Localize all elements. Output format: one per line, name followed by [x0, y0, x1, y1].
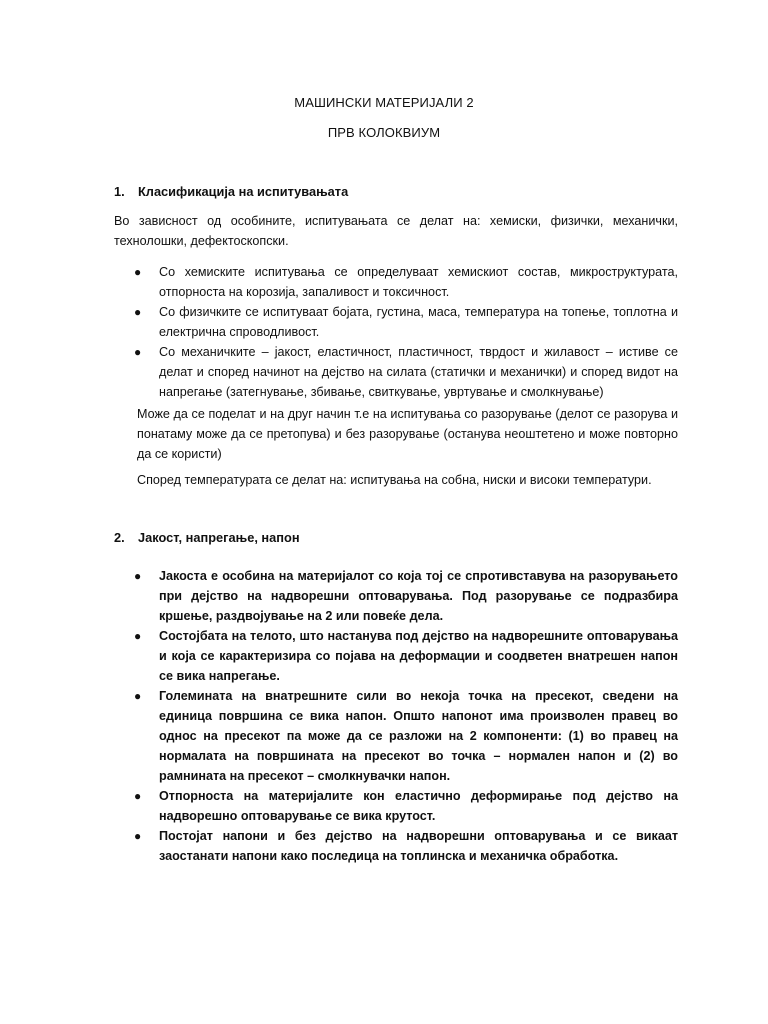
- bullet-icon: ●: [134, 629, 142, 643]
- list-item: [134, 342, 678, 402]
- section-2-number: 2.: [114, 530, 125, 545]
- bullet-icon: ●: [134, 569, 142, 583]
- document-title: МАШИНСКИ МАТЕРИЈАЛИ 2: [294, 95, 474, 110]
- list-item: [134, 566, 678, 626]
- bullet-icon: ●: [134, 829, 142, 843]
- bullet-icon: ●: [134, 345, 142, 359]
- section-1-title: Класификација на испитувањата: [138, 184, 349, 199]
- bullet-icon: ●: [134, 305, 142, 319]
- section-1-number: 1.: [114, 184, 125, 199]
- section-2-title: Јакост, напрегање, напон: [138, 530, 300, 545]
- list-item-text: Јакоста е особина на материјалот со која тој се спротивставува на разорувањето при дејство на надворешни оптоварувања. Под разорување се подразбира кршење, раздвојување на 2 или повеќе дела.: [159, 569, 678, 623]
- document-subtitle: ПРВ КОЛОКВИУМ: [327, 125, 441, 140]
- list-item-text: Со механичките – јакост, еластичност, пластичност, тврдост и жилавост – истиве се делат и според начинот на дејство на силата (статички и механички) и според видот на напрегање (затегнување, збивање, свиткување, увртување и смолкнување): [159, 345, 678, 399]
- list-item: [134, 626, 678, 686]
- bullet-icon: ●: [134, 689, 142, 703]
- list-item: [134, 686, 678, 786]
- section-2-heading: [114, 530, 300, 545]
- list-item: [134, 302, 678, 342]
- bullet-icon: ●: [134, 265, 142, 279]
- section-1-intro: Во зависност од особините, испитувањата се делат на: хемиски, физички, механички, технолошки, дефектоскопски.: [114, 214, 678, 248]
- list-item-text: Состојбата на телото, што настанува под дејство на надворешните оптоварувања и која се карактеризира со појава на деформации и соодветен внатрешен напон се вика напрегање.: [159, 629, 678, 683]
- section-1-heading: [114, 184, 348, 199]
- list-item: [134, 786, 678, 826]
- section-1-paragraph-3: Според температурата се делат на: испитувања на собна, ниски и високи температури.: [137, 473, 652, 487]
- list-item-text: Големината на внатрешните сили во некоја точка на пресекот, сведени на единица површина се вика напон. Општо напонот има произволен правец во однос на пресекот па може да се разложи на 2 компоненти: (1) во правец на нормалата на површината на пресекот во точка – нормален напон и (2) во рамнината на пресекот – смолкнувачки напон.: [159, 689, 678, 783]
- list-item-text: Со хемиските испитувања се определуваат хемискиот состав, микроструктурата, отпорноста на корозија, запаливост и токсичност.: [159, 265, 678, 299]
- bullet-icon: ●: [134, 789, 142, 803]
- list-item-text: Постојат напони и без дејство на надворешни оптоварувања и се викаат заостанати напони како последица на топлинска и механичка обработка.: [159, 829, 678, 863]
- list-item-text: Отпорноста на материјалите кон еластично деформирање под дејство на надворешно оптоварување се вика крутост.: [159, 789, 678, 823]
- list-item: [134, 826, 678, 866]
- section-2-bullet-list: [134, 566, 678, 866]
- section-1-bullet-list: [134, 262, 678, 402]
- list-item: [134, 262, 678, 302]
- section-1-paragraph-2: Може да се поделат и на друг начин т.е на испитувања со разорување (делот се разорува и понатаму може да се претопува) и без разорување (останува неоштетено и може повторно да се користи): [137, 407, 678, 461]
- list-item-text: Со физичките се испитуваат бојата, густина, маса, температура на топење, топлотна и електрична спроводливост.: [159, 305, 678, 339]
